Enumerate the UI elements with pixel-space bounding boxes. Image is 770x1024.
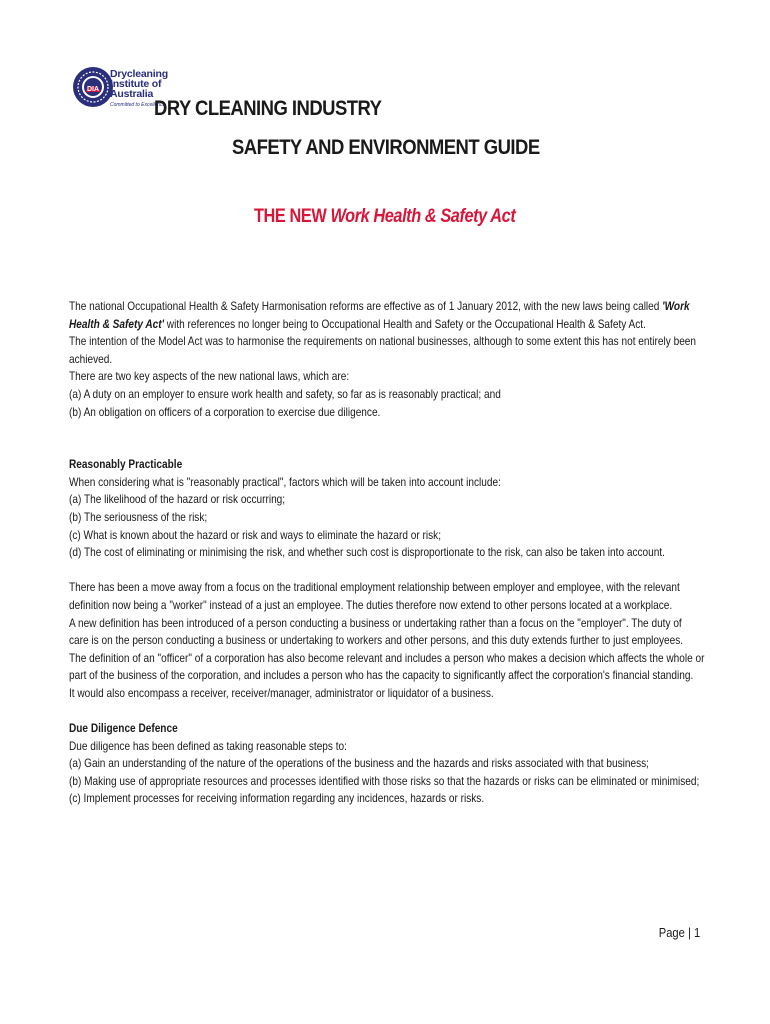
shift-paragraph-line: part of the business of the corporation, and includes a person who has the capacity to significantly affect the corporation's financial standing. — [69, 668, 694, 683]
diligence-item: (b) Making use of appropriate resources and processes identified with those risks so that the hazards or risks can be eliminated or minimised; — [69, 773, 700, 788]
intro-line-1 — [69, 298, 690, 316]
intro-text: The national Occupational Health & Safety Harmonisation reforms are effective as of 1 January 2012, with the new laws being called — [69, 299, 663, 313]
shift-paragraph-line: care is on the person conducting a business or undertaking to workers and other persons, and this duty extends further to just employees. — [69, 633, 684, 648]
practicable-item: (b) The seriousness of the risk; — [69, 509, 208, 524]
section-heading-reasonably-practicable: Reasonably Practicable — [69, 457, 183, 472]
shift-paragraph-line: The definition of an "officer" of a corporation has also become relevant and includes a person who makes a decision which affects the whole or — [69, 650, 705, 665]
intro-paragraph-2-line-2: achieved. — [69, 351, 113, 366]
document-title-line-2: SAFETY AND ENVIRONMENT GUIDE — [232, 136, 540, 159]
practicable-item: (d) The cost of eliminating or minimising the risk, and whether such cost is disproportionate to the risk, can also be taken into account. — [69, 545, 665, 560]
act-name-emphasis: Health & Safety Act' — [69, 316, 165, 331]
shift-paragraph-line: A new definition has been introduced of a person conducting a business or undertaking rather than a focus on the "employer". The duty of — [69, 615, 682, 630]
logo-mark-text: DIA — [86, 86, 100, 93]
act-name-emphasis: 'Work — [662, 299, 690, 313]
practicable-lead: When considering what is "reasonably practical", factors which will be taken into account include: — [69, 474, 501, 489]
diligence-item: (c) Implement processes for receiving information regarding any incidences, hazards or risks. — [69, 791, 485, 806]
practicable-item: (c) What is known about the hazard or risk and ways to eliminate the hazard or risk; — [69, 527, 442, 542]
key-aspect-a: (a) A duty on an employer to ensure work health and safety, so far as is reasonably practical; and — [69, 386, 501, 401]
page-number: Page | 1 — [658, 925, 700, 940]
dia-seal-icon — [72, 66, 114, 108]
key-aspect-b: (b) An obligation on officers of a corporation to exercise due diligence. — [69, 404, 381, 419]
shift-paragraph-line: definition now being a "worker" instead of a just an employee. The duties therefore now extend to other persons located at a workplace. — [69, 597, 673, 612]
logo-tagline: Committed to Excellence — [110, 102, 166, 108]
logo-line-2: Institute of — [110, 78, 162, 90]
intro-line-2 — [69, 316, 646, 334]
diligence-lead: Due diligence has been defined as taking reasonable steps to: — [69, 738, 347, 753]
document-subtitle — [254, 206, 515, 228]
document-body — [69, 298, 749, 808]
section-heading-due-diligence: Due Diligence Defence — [69, 721, 178, 736]
intro-paragraph-2-line-1: The intention of the Model Act was to harmonise the requirements on national businesses, although to some extent this has not entirely been — [69, 334, 697, 349]
shift-paragraph-line: There has been a move away from a focus on the traditional employment relationship between employer and employee, with the relevant — [69, 580, 680, 595]
intro-text: with references no longer being to Occupational Health and Safety or the Occupational Health & Safety Act. — [164, 316, 646, 331]
logo-line-1: Drycleaning — [110, 68, 168, 80]
shift-paragraph-line: It would also encompass a receiver, receiver/manager, administrator or liquidator of a business. — [69, 685, 494, 700]
logo-line-3: Australia — [110, 88, 154, 100]
practicable-item: (a) The likelihood of the hazard or risk occurring; — [69, 492, 286, 507]
key-aspects-lead: There are two key aspects of the new national laws, which are: — [69, 369, 350, 384]
subtitle-act-name: Work Health & Safety Act — [330, 206, 516, 227]
document-title-line-1: DRY CLEANING INDUSTRY — [154, 97, 382, 120]
diligence-item: (a) Gain an understanding of the nature of the operations of the business and the hazards and risks associated with that business; — [69, 756, 649, 771]
subtitle-prefix: THE NEW — [254, 206, 331, 227]
